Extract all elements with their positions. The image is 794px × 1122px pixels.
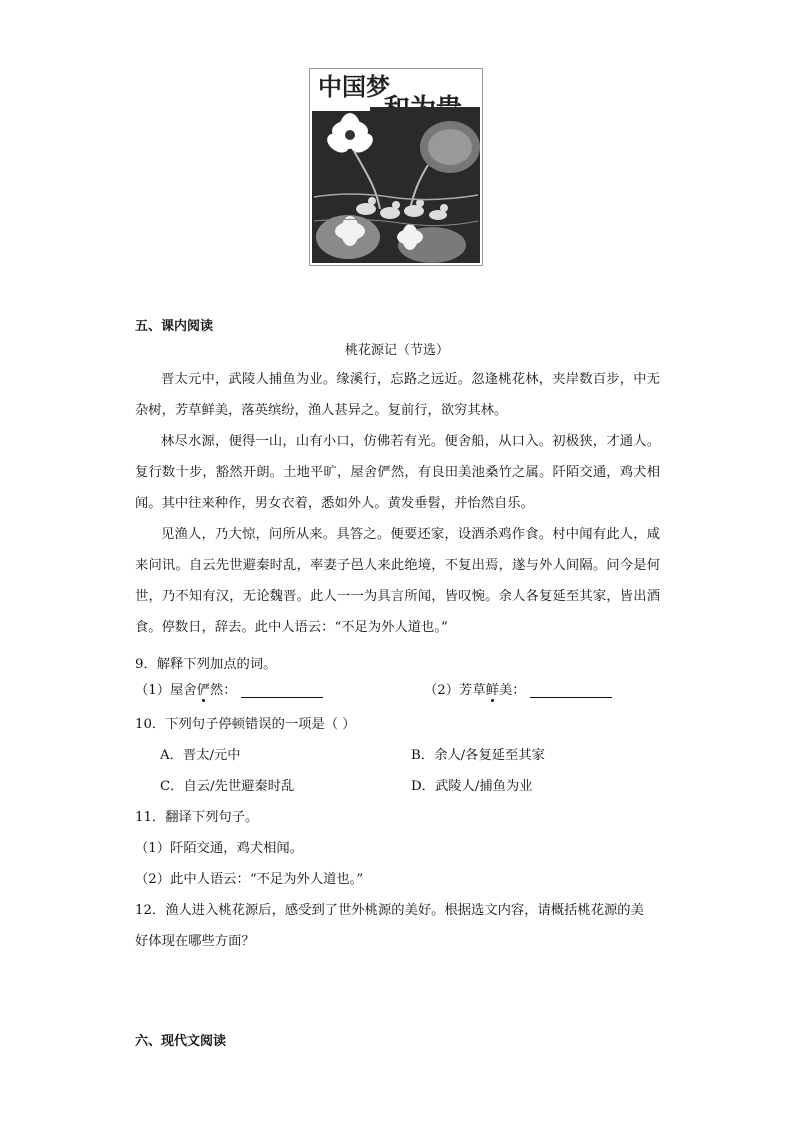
q9-item-2-answer-blank[interactable]	[530, 683, 612, 698]
q10-option-d[interactable]: D．武陵人/捕鱼为业	[411, 779, 533, 794]
q9-item-2	[424, 679, 612, 698]
q10-stem: 10．下列句子停顿错误的一项是（ ）	[135, 717, 356, 732]
q9-stem: 9．解释下列加点的词。	[135, 657, 277, 672]
q9-item-2-suffix: 美：	[498, 683, 526, 698]
q10-option-c[interactable]: C．自云/先世避秦时乱	[160, 779, 295, 794]
q9-item-1-answer-blank[interactable]	[241, 683, 323, 698]
section-5-heading: 五、课内阅读	[135, 319, 214, 334]
q11-stem: 11．翻译下列句子。	[135, 810, 259, 825]
q9-item-1-prefix: （1）屋舍	[135, 683, 197, 698]
q9-item-2-dotted-char: 鲜	[486, 679, 499, 698]
poster-image	[309, 68, 483, 266]
q9-item-1-dotted-char: 俨	[197, 679, 210, 698]
q10-option-b[interactable]: B．余人/各复延至其家	[411, 748, 545, 763]
q12-stem-line-2: 好体现在哪些方面？	[135, 934, 255, 949]
q9-item-2-prefix: （2）芳草	[424, 683, 486, 698]
q9-item-1-suffix: 然：	[209, 683, 237, 698]
q11-item-2: （2）此中人语云：“不足为外人道也。”	[135, 872, 364, 887]
q10-option-a[interactable]: A．晋太/元中	[160, 748, 241, 763]
q12-stem-line-1: 12．渔人进入桃花源后，感受到了世外桃源的美好。根据选文内容，请概括桃花源的美	[135, 903, 644, 918]
q11-item-1: （1）阡陌交通，鸡犬相闻。	[135, 841, 304, 856]
passage-paragraph-2: 林尽水源，便得一山，山有小口，仿佛若有光。便舍船，从口入。初极狭，才通人。复行数十步，豁然开朗。土地平旷，屋舍俨然，有良田美池桑竹之属。阡陌交通，鸡犬相闻。其中往来种作，男女衣着，悉如外人。黄发垂髫，并怡然自乐。	[135, 434, 660, 511]
poster-title-1: 中国梦	[318, 73, 390, 101]
passage-paragraph-1: 晋太元中，武陵人捕鱼为业。缘溪行，忘路之远近。忽逢桃花林，夹岸数百步，中无杂树，芳草鲜美，落英缤纷，渔人甚异之。复前行，欲穷其林。	[135, 372, 660, 418]
poster-illustration	[310, 69, 482, 265]
passage-paragraph-3: 见渔人，乃大惊，问所从来。具答之。便要还家，设酒杀鸡作食。村中闻有此人，咸来问讯。自云先世避秦时乱，率妻子邑人来此绝境，不复出焉，遂与外人间隔。问今是何世，乃不知有汉，无论魏晋。此人一一为具言所闻，皆叹惋。余人各复延至其家，皆出酒食。停数日，辞去。此中人语云：“不足为外人道也。”	[135, 527, 660, 635]
passage-title: 桃花源记（节选）	[344, 343, 449, 358]
q9-item-1	[135, 679, 323, 698]
section-6-heading: 六、现代文阅读	[135, 1034, 227, 1049]
